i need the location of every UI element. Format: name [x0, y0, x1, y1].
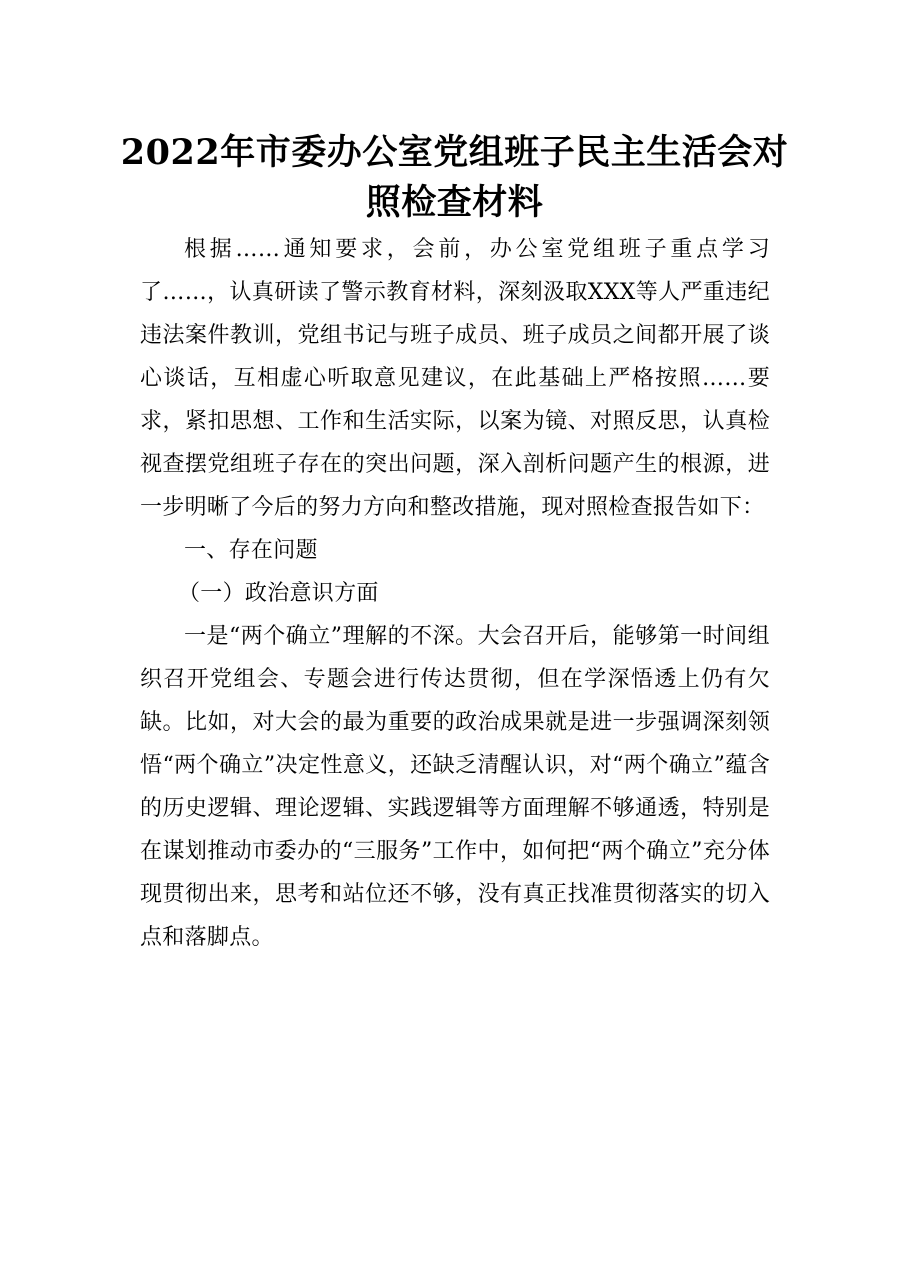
body-paragraph: 一是“两个确立”理解的不深。大会召开后，能够第一时间组织召开党组会、专题会进行传达贯彻，但在学深悟透上仍有欠缺。比如，对大会的最为重要的政治成果就是进一步强调深刻领悟“两个确立”决定性意义，还缺乏清醒认识，对“两个确立”蕴含的历史逻辑、理论逻辑、实践逻辑等方面理解不够通透，特别是在谋划推动市委办的“三服务”工作中，如何把“两个确立”充分体现贯彻出来，思考和站位还不够，没有真正找准贯彻落实的切入点和落脚点。 — [140, 624, 770, 950]
document-title-line-1: 2022年市委办公室党组班子民主生活会对 — [120, 132, 789, 173]
document-title-line-2: 照检查材料 — [365, 182, 544, 223]
document-body — [140, 228, 770, 959]
subsection-heading: （一）政治意识方面 — [178, 581, 379, 606]
section-heading: 一、存在问题 — [184, 538, 318, 563]
intro-paragraph: 根据……通知要求，会前，办公室党组班子重点学习了……，认真研读了警示教育材料，深刻汲取XXX等人严重违纪违法案件教训，党组书记与班子成员、班子成员之间都开展了谈心谈话，互相虚心听取意见建议，在此基础上严格按照……要求，紧扣思想、工作和生活实际，以案为镜、对照反思，认真检视查摆党组班子存在的突出问题，深入剖析问题产生的根源，进一步明晰了今后的努力方向和整改措施，现对照检查报告如下： — [140, 237, 770, 520]
